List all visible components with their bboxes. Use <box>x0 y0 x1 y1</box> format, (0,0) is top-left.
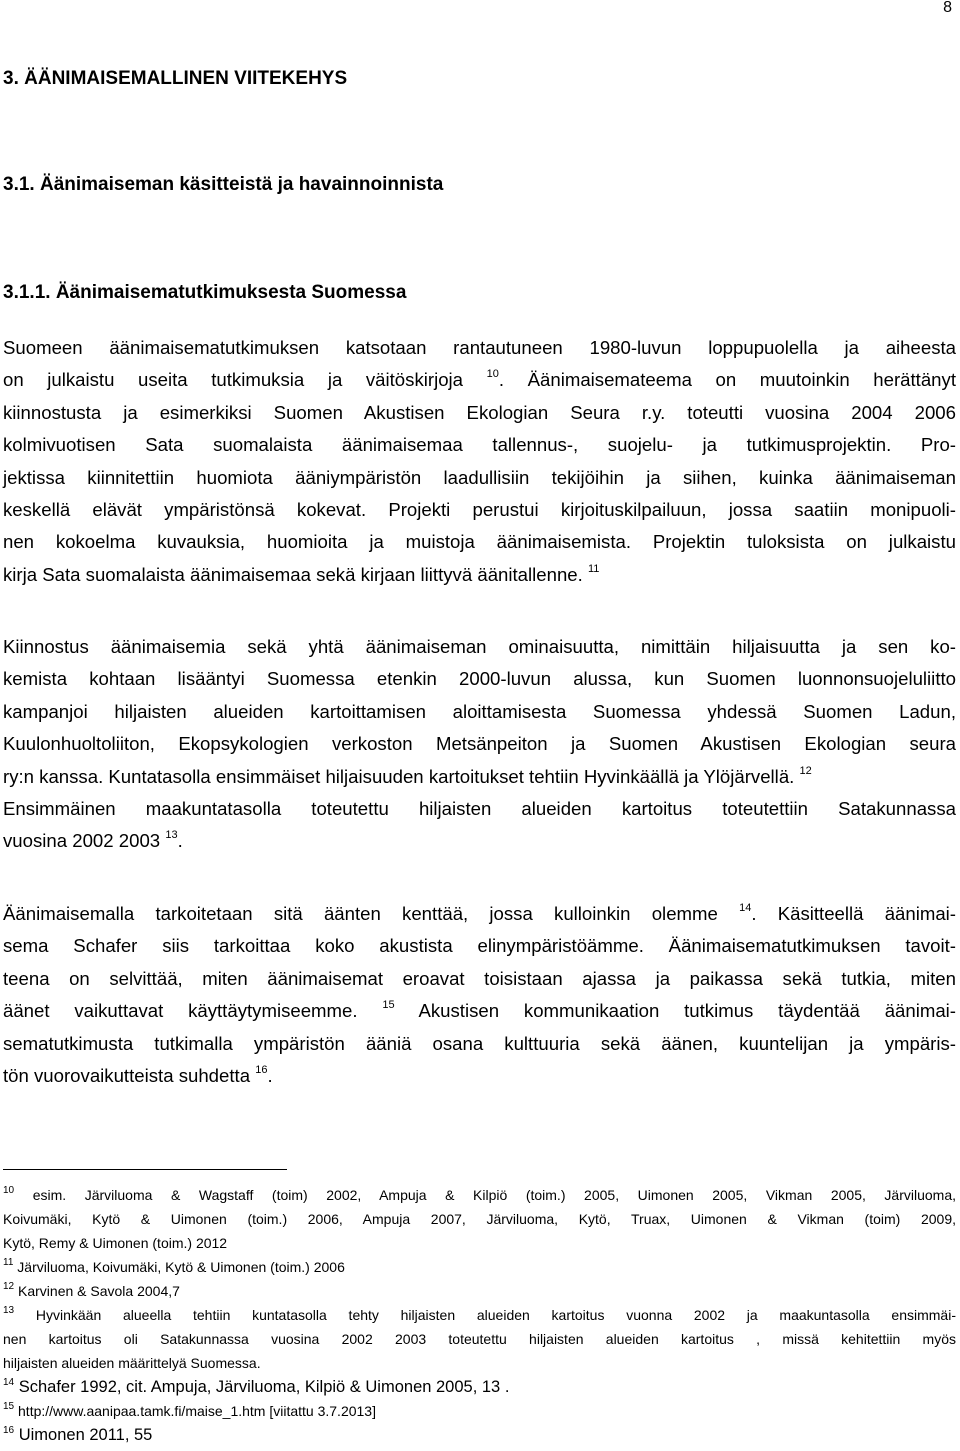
text-line: nen kokoelma kuvauksia, huomioita ja muistoja äänimaisemista. Projektin tuloksista on julkaistu <box>3 531 956 553</box>
subsection-heading: 3.1.1. Äänimaisematutkimuksesta Suomessa <box>3 282 407 303</box>
text-line: sema Schafer siis tarkoittaa koko akustista elinympäristöämme. Äänimaisematutkimuksen tavoit- <box>3 935 956 957</box>
text-line: kolmivuotisen Sata suomalaista äänimaisemaa tallennus-, suojelu- ja tutkimusprojektin. Pro- <box>3 434 956 456</box>
paragraph-soundscape-definition <box>3 898 956 1092</box>
text-line: äänet vaikuttavat käyttäytymiseemme. $^{15}$ Akustisen kommunikaation tutkimus täydentää äänimai- <box>3 999 957 1022</box>
text-line: tön vuorovaikutteista suhdetta $^{16}$. <box>3 1063 273 1086</box>
chapter-heading: 3. ÄÄNIMAISEMALLINEN VIITEKEHYS <box>3 68 348 89</box>
footnote-link[interactable]: http://www.aanipaa.tamk.fi/maise_1.htm [viitattu 3.7.2013] <box>18 1403 376 1419</box>
page-number: 8 <box>943 0 952 16</box>
text-line: kirja Sata suomalaista äänimaisemaa sekä kirjaan liittyvä äänitallenne. $^{11}$ <box>3 562 600 585</box>
text-line: Äänimaisemalla tarkoitetaan sitä äänten kenttää, jossa kulloinkin olemme $^{14}$. Käsitteellä äänimai- <box>3 902 957 924</box>
text-line: ry:n kanssa. Kuntatasolla ensimmäiset hiljaisuuden kartoitukset tehtiin Hyvinkäällä ja Ylöjärvellä. $^{12}$ <box>3 764 812 787</box>
text-line: Suomeen äänimaisematutkimuksen katsotaan rantautuneen 1980-luvun loppupuolella ja aiheesta <box>3 337 956 358</box>
text-line: teena on selvittää, miten äänimaisemat eroavat toisistaan ajassa ja paikassa sekä tutkia, miten <box>3 967 956 989</box>
text-line: on julkaistu useita tutkimuksia ja väitöskirjoja $^{10}$. Äänimaisemateema on muutoinkin herättänyt <box>3 368 956 391</box>
section-heading: 3.1. Äänimaiseman käsitteistä ja havainnoinnista <box>3 174 444 195</box>
footnote-text-line: nen kartoitus oli Satakunnassa vuosina 2002 2003 toteutettu hiljaisten alueiden kartoitus , missä kehitettiin myös <box>3 1331 956 1347</box>
footnote-ref-11[interactable]: 11 <box>587 562 600 575</box>
footnote-13: $^{13}$ Hyvinkään alueella tehtiin kuntatasolla tehty hiljaisten alueiden kartoitus vuonna 2002 ja maakuntasolla ensimmäi- <box>3 1305 956 1323</box>
footnote-16: $^{16}$ Uimonen 2011, 55 <box>3 1425 153 1444</box>
footnote-text-line: Koivumäki, Kytö & Uimonen (toim.) 2006, Ampuja 2007, Järviluoma, Kytö, Truax, Uimonen & Vikman (toim) 2009, <box>3 1211 956 1227</box>
footnote-ref-12[interactable]: 12 <box>799 764 812 777</box>
text-line: jektissa kiinnitettiin huomiota ääniympäristön laadullisiin tekijöihin ja siihen, kuinka äänimaiseman <box>3 466 956 488</box>
text-line: Ensimmäinen maakuntatasolla toteutettu hiljaisten alueiden kartoitus toteutettiin Satakunnassa <box>3 797 956 819</box>
footnote-10: $^{10}$ esim. Järviluoma & Wagstaff (toim) 2002, Ampuja & Kilpiö (toim.) 2005, Uimonen 2005, Vikman 2005, Järviluoma, <box>3 1185 957 1203</box>
text-line: keskellä elävät ympäristönsä kokevat. Projekti perustui kirjoituskilpailuun, jossa saatiin monipuoli- <box>3 498 956 520</box>
footnote-separator <box>3 1169 287 1170</box>
footnote-14: $^{14}$ Schafer 1992, cit. Ampuja, Järviluoma, Kilpiö & Uimonen 2005, 13 . <box>3 1377 510 1396</box>
footnote-ref-16[interactable]: 16 <box>255 1063 268 1076</box>
paragraph-silence-mapping <box>3 631 956 858</box>
text-line: vuosina 2002 2003 $^{13}$. <box>3 829 183 852</box>
paragraph-research-in-finland <box>3 332 956 591</box>
footnote-12: $^{12}$ Karvinen & Savola 2004,7 <box>3 1281 180 1299</box>
text-line: Kuulonhuoltoliiton, Ekopsykologien verkoston Metsänpeiton ja Suomen Akustisen Ekologian seura <box>3 733 956 755</box>
text-line: kampanjoi hiljaisten alueiden kartoittamisen aloittamisesta Suomessa yhdessä Suomen Ladun, <box>3 700 956 722</box>
footnote-text-line: Kytö, Remy & Uimonen (toim.) 2012 <box>3 1235 228 1251</box>
text-line: kiinnostusta ja esimerkiksi Suomen Akustisen Ekologian Seura r.y. toteutti vuosina 2004 2006 <box>3 401 956 423</box>
footnote-ref-14[interactable]: 14 <box>739 902 752 914</box>
footnote-text-line: hiljaisten alueiden määrittelyä Suomessa. <box>3 1355 261 1371</box>
footnote-ref-15[interactable]: 15 <box>382 999 395 1012</box>
footnote-15: $^{15}$ http://www.aanipaa.tamk.fi/maise_1.htm [viitattu 3.7.2013] <box>3 1401 376 1419</box>
footnotes <box>3 1183 956 1447</box>
footnote-ref-10[interactable]: 10 <box>486 368 499 381</box>
footnote-11: $^{11}$ Järviluoma, Koivumäki, Kytö & Uimonen (toim.) 2006 <box>3 1257 345 1275</box>
text-line: kemista kohtaan lisääntyi Suomessa etenkin 2000-luvun alussa, kun Suomen luonnonsuojeluliitto <box>3 668 956 690</box>
text-line: Kiinnostus äänimaisemia sekä yhtä äänimaiseman ominaisuutta, nimittäin hiljaisuutta ja sen ko- <box>3 636 956 657</box>
footnote-ref-13[interactable]: 13 <box>165 829 178 842</box>
text-line: sematutkimusta tutkimalla ympäristön ääniä osana kulttuuria sekä äänen, kuuntelijan ja ympäris- <box>3 1032 956 1054</box>
